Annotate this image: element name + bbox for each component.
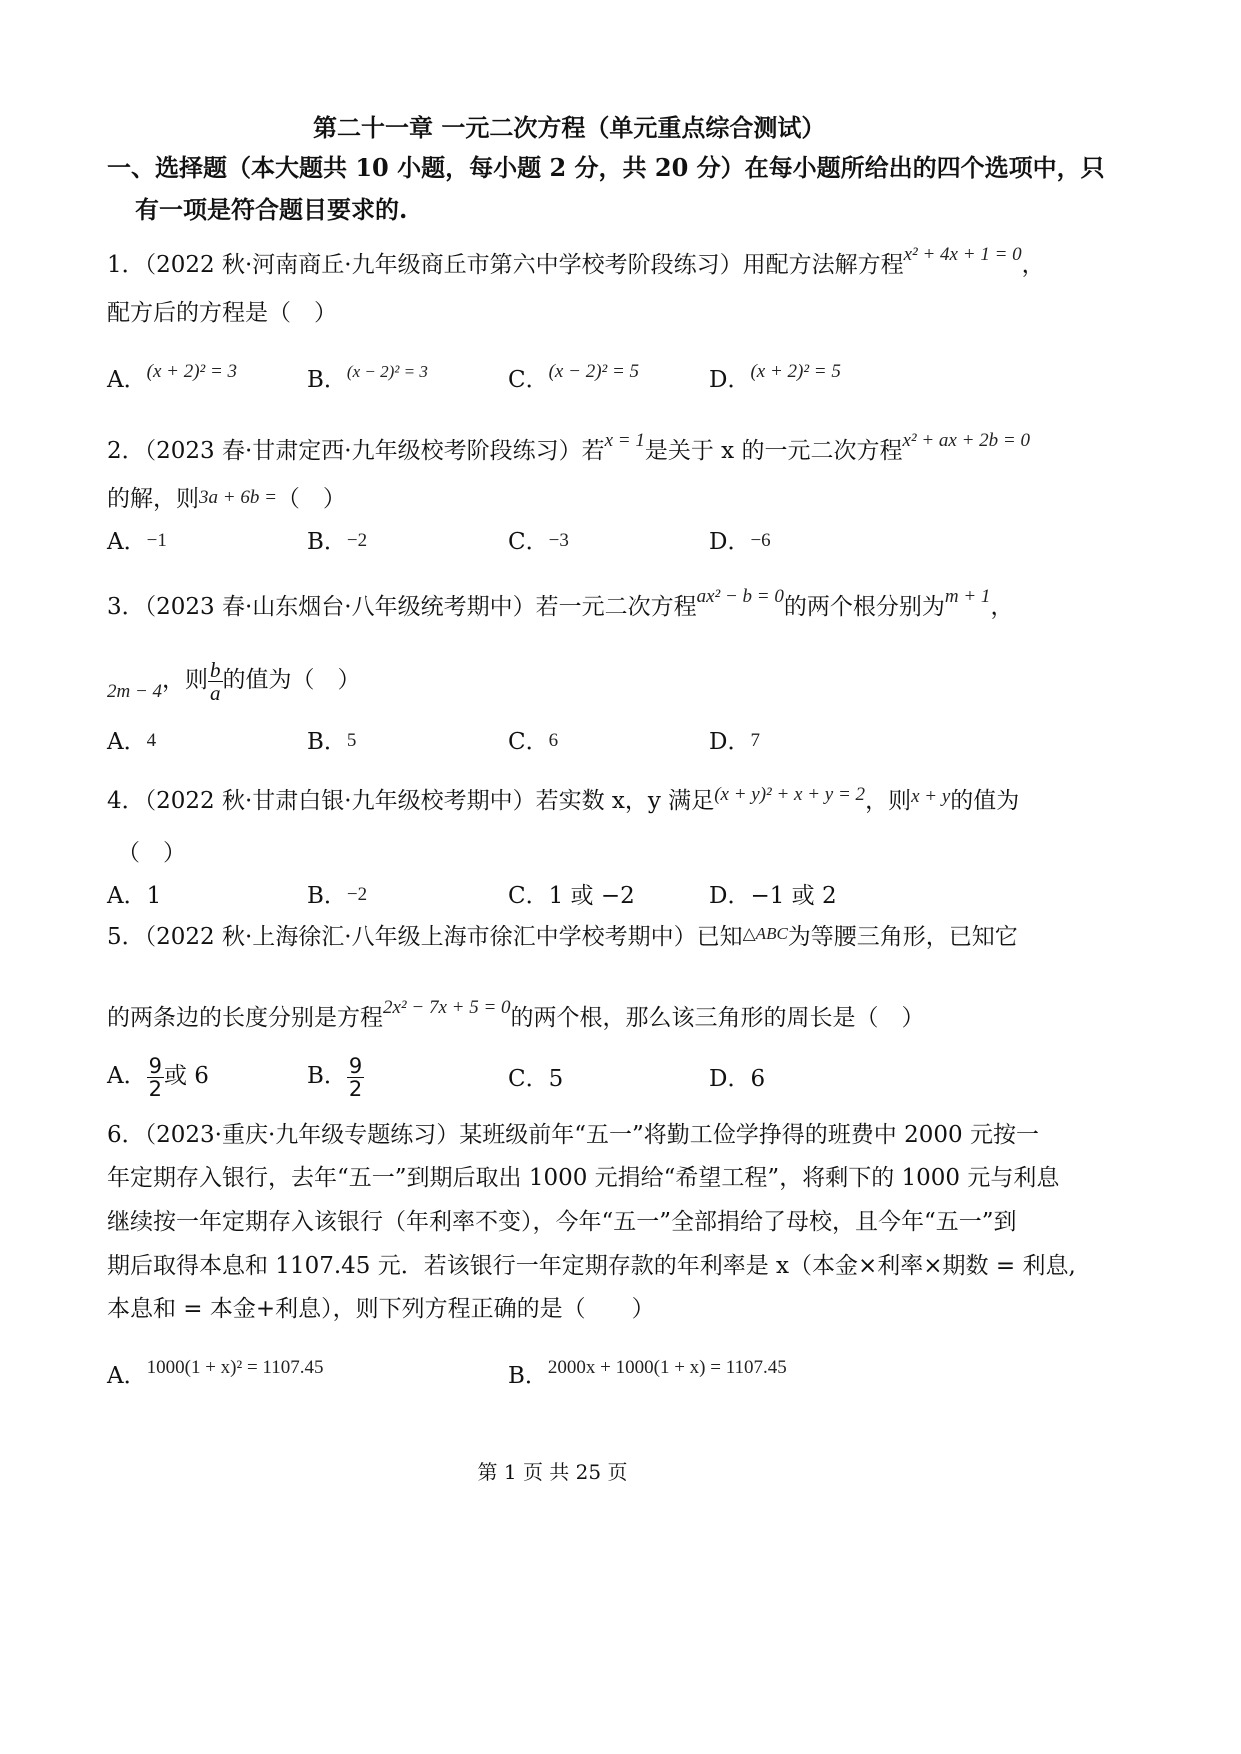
question-1-stem-2: 配方后的方程是（ ） [107, 300, 337, 326]
q2-option-c-label: C． [508, 529, 549, 555]
q4-option-c-value: 1 或 −2 [548, 883, 635, 909]
q2-option-b-value: −2 [346, 530, 368, 551]
q2-option-d [709, 527, 771, 559]
q5-text-b: 为等腰三角形，已知它 [787, 924, 1018, 950]
question-2-stem [107, 426, 1030, 466]
q3-root-1: m + 1 [944, 586, 991, 607]
q3-option-d-value: 7 [750, 730, 760, 751]
q5-option-d [709, 1064, 765, 1094]
question-3-stem-2 [107, 656, 361, 706]
q5-option-d-value: 6 [750, 1066, 766, 1092]
q2-text-c: 的解，则 [107, 486, 199, 512]
q5-option-b-denominator: 2 [348, 1076, 363, 1101]
q5-option-d-label: D． [709, 1066, 751, 1092]
q2-option-b-label: B． [307, 529, 347, 555]
q3-option-a-label: A． [107, 729, 147, 755]
q6-option-b [508, 1353, 787, 1391]
q4-option-c-label: C． [508, 883, 549, 909]
q3-text-c: ，则 [162, 667, 209, 693]
question-4-stem-2: （ ） [117, 840, 186, 866]
q2-option-c-value: −3 [548, 530, 569, 551]
q1-option-a-label: A． [107, 367, 147, 393]
q4-option-a-label: A． [107, 883, 147, 909]
q2-equation: x² + ax + 2b = 0 [902, 430, 1030, 451]
q5-option-a-numerator: 9 [148, 1053, 162, 1078]
q2-option-a [107, 527, 167, 559]
q5-option-c-label: C． [508, 1066, 549, 1092]
q2-expression: 3a + 6b = [199, 487, 277, 508]
q5-text-a: 5．（2022 秋·上海徐汇·八年级上海市徐汇中学校考期中）已知 [107, 924, 743, 950]
q2-text-a: 2．（2023 春·甘肃定西·九年级校考阶段练习）若 [107, 438, 605, 464]
q3-fraction-numerator: b [210, 657, 221, 682]
q5-text-c: 的两条边的长度分别是方程 [107, 1005, 383, 1031]
q2-paren: （ ） [276, 486, 346, 512]
q3-option-b [307, 727, 356, 759]
q6-option-a-label: A． [107, 1363, 147, 1389]
q2-text-b: 是关于 x 的一元二次方程 [644, 438, 903, 464]
q4-text-b: ，则 [865, 788, 912, 814]
q5-triangle: △ABC [742, 924, 788, 943]
q1-option-b-value: (x − 2)² = 3 [346, 362, 428, 381]
q3-option-c-label: C． [508, 729, 549, 755]
q5-option-a-label: A． [107, 1063, 147, 1089]
question-1-stem [107, 240, 1045, 280]
q6-line-2: 年定期存入银行，去年“五一”到期后取出 1000 元捐给“希望工程”，将剩下的 1000 元与利息 [107, 1165, 1060, 1191]
q3-fraction [208, 659, 223, 704]
q4-option-d-label: D． [709, 883, 751, 909]
q4-option-b-value: −2 [346, 884, 368, 905]
q3-text-a: 3．（2023 春·山东烟台·八年级统考期中）若一元二次方程 [107, 594, 697, 620]
q3-fraction-denominator: a [210, 680, 221, 705]
q6-line-5: 本息和 = 本金+利息），则下列方程正确的是（ ） [107, 1296, 655, 1322]
q6-line-1: 6．（2023·重庆·九年级专题练习）某班级前年“五一”将勤工俭学挣得的班费中 2000 元按一 [107, 1122, 1039, 1148]
page-title: 第二十一章 一元二次方程（单元重点综合测试） [313, 113, 826, 142]
q6-line-4: 期后取得本息和 1107.45 元．若该银行一年定期存款的年利率是 x（本金×利率×期数 = 利息, [107, 1253, 1076, 1279]
q6-line-3: 继续按一年定期存入该银行（年利率不变），今年“五一”全部捐给了母校，且今年“五一”到 [107, 1209, 1017, 1235]
q3-option-d-label: D． [709, 729, 751, 755]
q5-option-b-label: B． [307, 1063, 347, 1089]
q4-option-d-value: −1 或 2 [750, 883, 837, 909]
q2-eq-x: x = 1 [604, 430, 645, 451]
page-footer: 第 1 页 共 25 页 [477, 1460, 628, 1484]
q5-option-a-fraction [147, 1055, 164, 1100]
q3-option-b-value: 5 [346, 730, 357, 751]
q4-expression: x + y [911, 786, 951, 807]
q1-option-d-value: (x + 2)² = 5 [750, 361, 841, 382]
q1-comma: ， [1021, 252, 1045, 278]
q2-option-c [508, 527, 569, 559]
q3-option-a [107, 727, 156, 759]
q1-option-b-label: B． [307, 367, 347, 393]
q2-option-a-value: −1 [146, 530, 167, 551]
q1-option-d-label: D． [709, 367, 751, 393]
q2-option-a-label: A． [107, 529, 147, 555]
q5-option-b-numerator: 9 [348, 1053, 363, 1078]
q1-option-a [107, 357, 237, 395]
question-3-stem [107, 582, 1013, 622]
q4-option-b [307, 881, 367, 913]
q4-option-a-value: 1 [146, 883, 162, 909]
q6-option-a [107, 1353, 323, 1391]
q1-option-c-label: C． [508, 367, 549, 393]
q3-option-c-value: 6 [548, 730, 559, 751]
question-5-stem [107, 922, 1018, 954]
q3-option-c [508, 727, 558, 759]
q1-option-d [709, 357, 841, 395]
q4-option-d [709, 881, 837, 911]
q6-option-b-value: 2000x + 1000(1 + x) = 1107.45 [547, 1357, 787, 1378]
q4-option-c [508, 881, 635, 911]
question-5-stem-2 [107, 993, 925, 1033]
q5-option-b [307, 1052, 364, 1100]
q3-comma: ， [990, 594, 1014, 620]
q5-option-c-value: 5 [548, 1066, 564, 1092]
q3-equation: ax² − b = 0 [696, 586, 784, 607]
q4-option-a [107, 881, 161, 911]
q1-option-b [307, 357, 428, 395]
q3-root-2: 2m − 4 [107, 681, 163, 702]
q3-option-b-label: B． [307, 729, 347, 755]
q5-option-c [508, 1064, 563, 1094]
q2-option-d-value: −6 [750, 530, 771, 551]
q3-option-d [709, 727, 760, 759]
question-2-stem-2 [107, 484, 346, 516]
q4-option-b-label: B． [307, 883, 347, 909]
q6-option-b-label: B． [508, 1363, 548, 1389]
q5-text-d: 的两个根，那么该三角形的周长是（ ） [510, 1005, 925, 1031]
q1-equation: x² + 4x + 1 = 0 [903, 244, 1022, 265]
q3-text-b: 的两个根分别为 [783, 594, 945, 620]
q4-text-a: 4．（2022 秋·甘肃白银·九年级校考期中）若实数 x，y 满足 [107, 788, 715, 814]
q5-option-a-denominator: 2 [148, 1076, 162, 1101]
q1-option-a-value: (x + 2)² = 3 [146, 361, 238, 382]
q4-equation: (x + y)² + x + y = 2 [714, 784, 866, 805]
section-heading-line2: 有一项是符合题目要求的. [135, 195, 408, 224]
q3-option-a-value: 4 [146, 730, 157, 751]
q4-text-c: 的值为 [950, 788, 1020, 814]
q5-option-a-suffix: 或 6 [164, 1063, 209, 1089]
q3-text-d: 的值为（ ） [222, 667, 361, 693]
q6-option-a-value: 1000(1 + x)² = 1107.45 [146, 1357, 324, 1378]
q2-option-d-label: D． [709, 529, 751, 555]
q1-text: 1．（2022 秋·河南商丘·九年级商丘市第六中学校考阶段练习）用配方法解方程 [107, 252, 904, 278]
q5-option-b-fraction [347, 1055, 364, 1100]
q5-option-a [107, 1052, 209, 1100]
q1-option-c [508, 357, 639, 395]
q5-equation: 2x² − 7x + 5 = 0 [383, 997, 511, 1018]
q2-option-b [307, 527, 367, 559]
q1-option-c-value: (x − 2)² = 5 [548, 361, 640, 382]
section-heading-line1: 一、选择题（本大题共 10 小题，每小题 2 分，共 20 分）在每小题所给出的四个选项中，只 [107, 153, 1105, 182]
question-4-stem [107, 780, 1019, 816]
